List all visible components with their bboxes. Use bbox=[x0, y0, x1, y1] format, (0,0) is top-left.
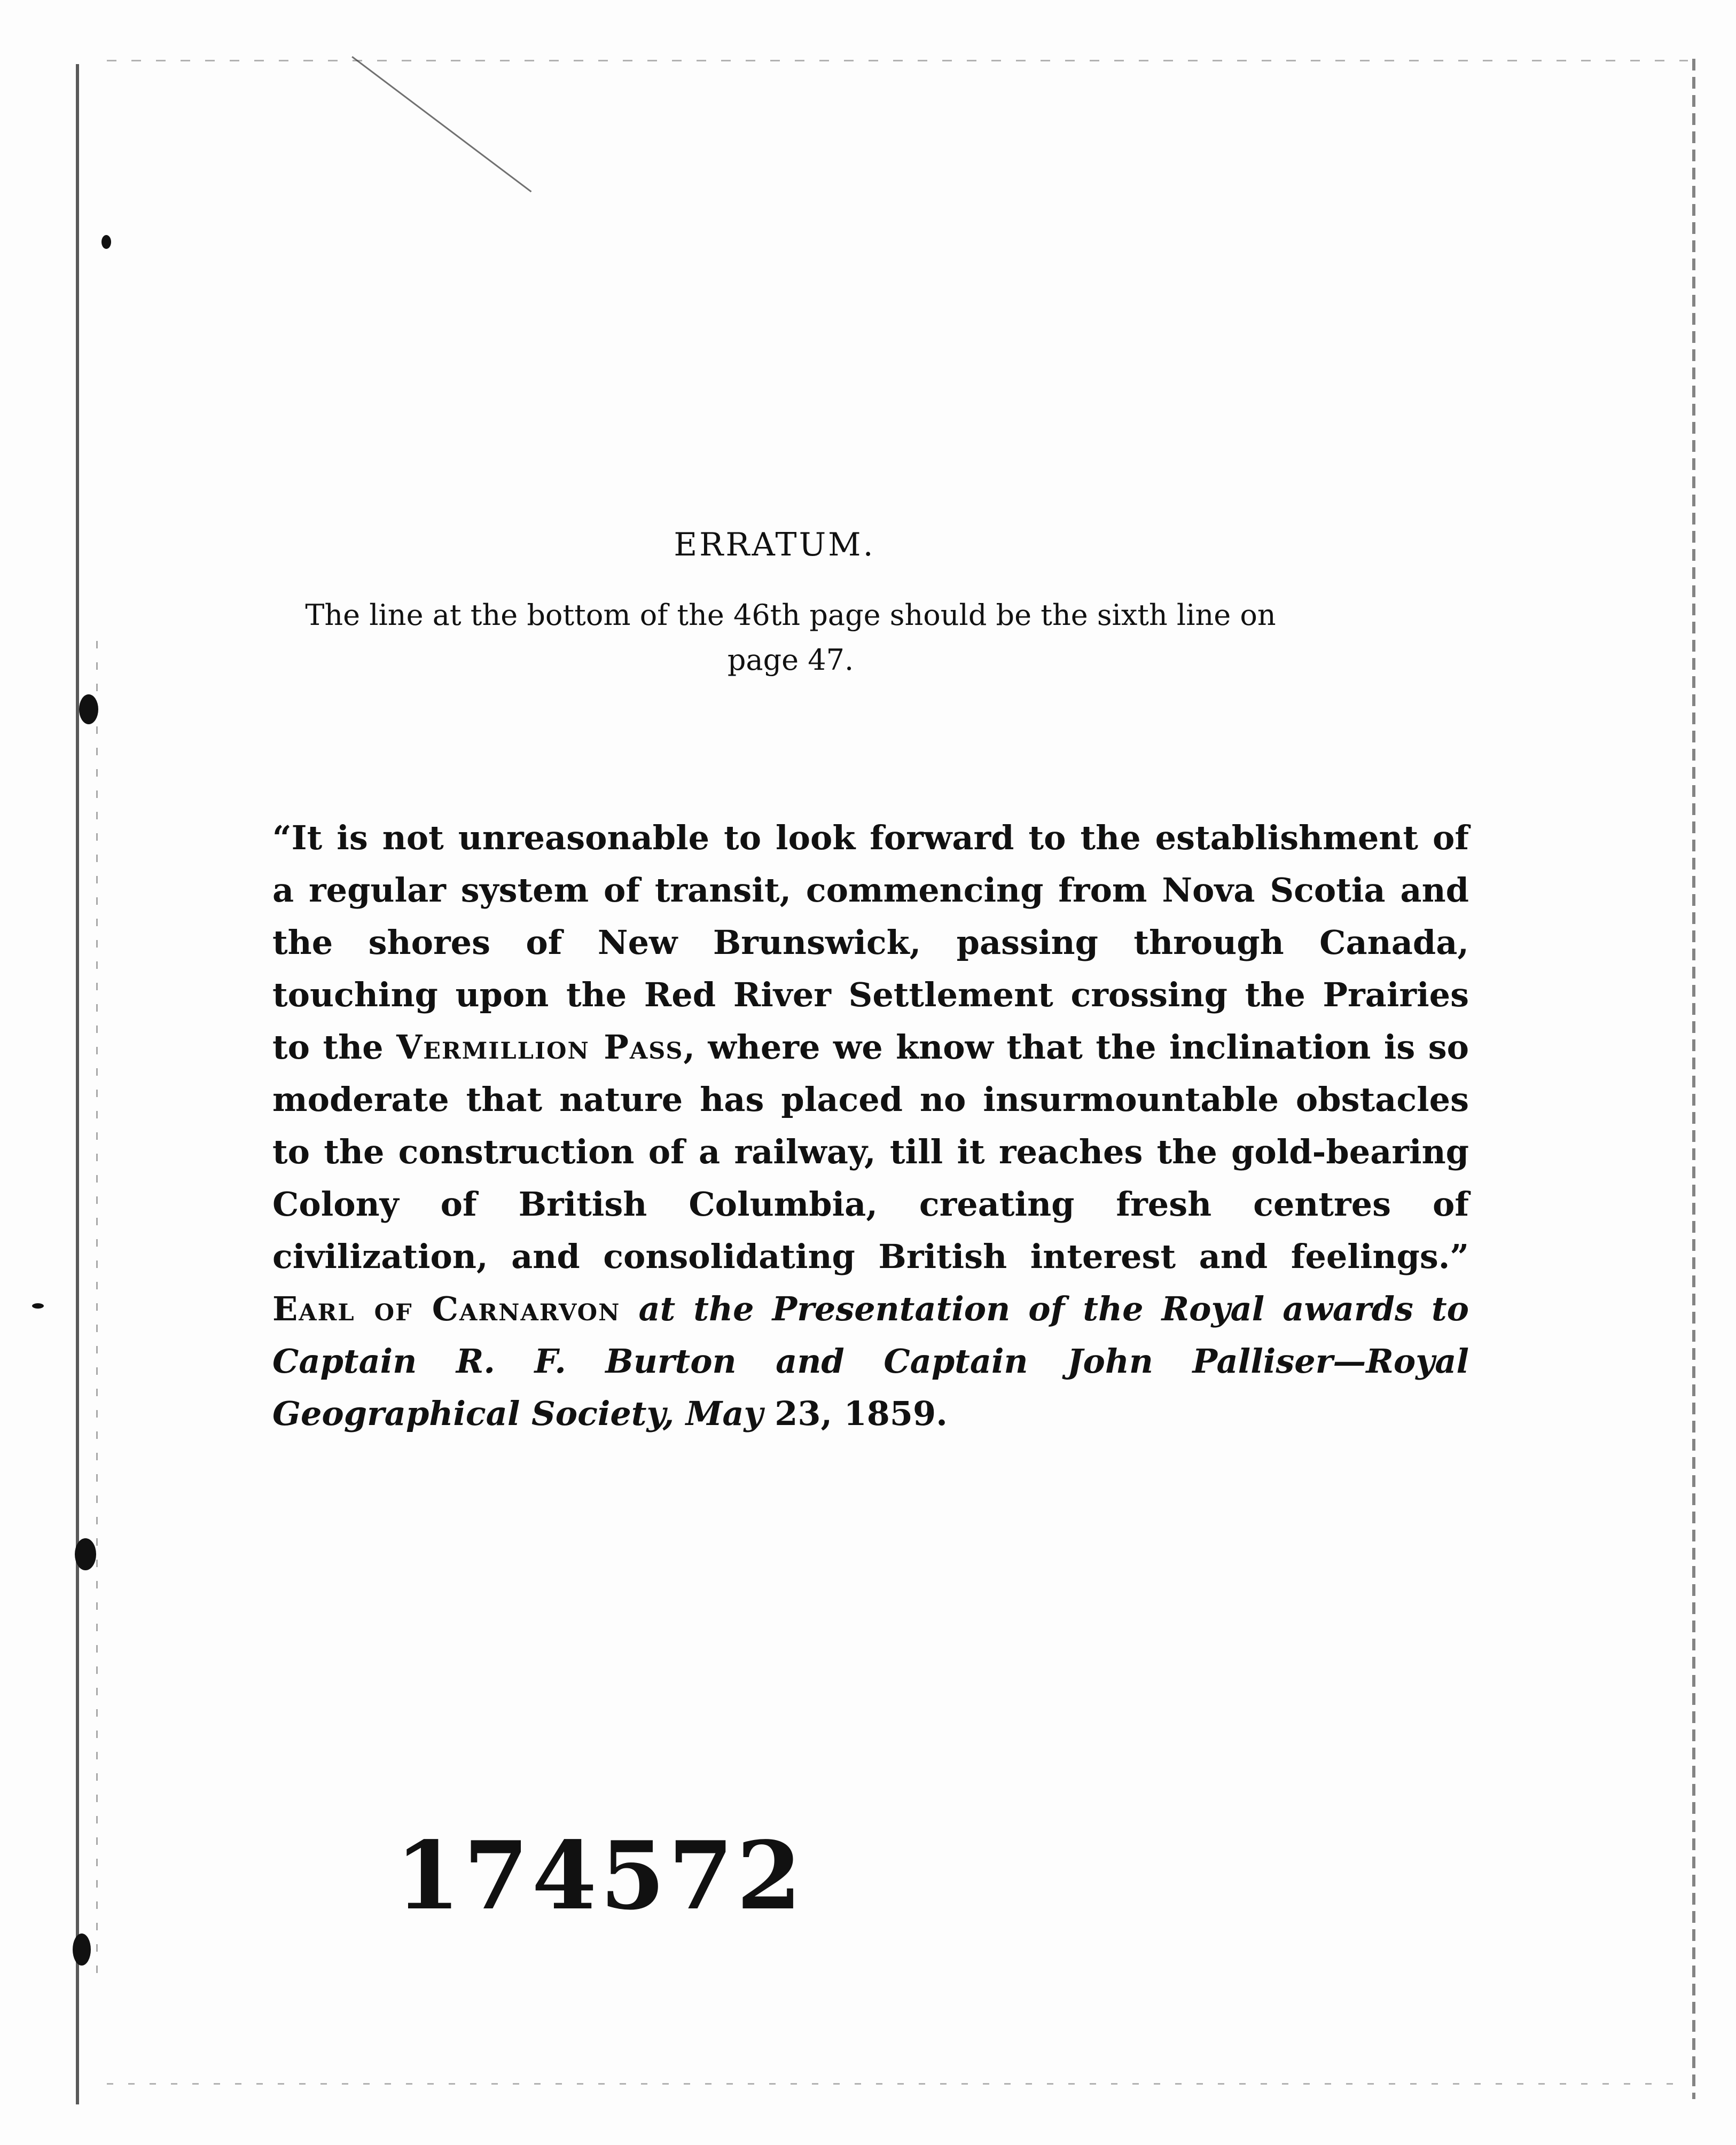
quotation-speaker: Earl of Carnarvon bbox=[272, 1289, 621, 1328]
accession-number: 174572 bbox=[395, 1821, 805, 1931]
scan-edge-top bbox=[107, 60, 1688, 61]
erratum-title: ERRATUM. bbox=[674, 526, 875, 563]
quotation-citation: at the Presentation of the Royal awards to Captain R. F. Burton and Captain John Palliser—Royal Geographical Society, May bbox=[272, 1289, 1469, 1433]
ink-speck bbox=[101, 235, 111, 249]
scan-scratch-line bbox=[351, 56, 531, 192]
quotation-date: 23, 1859. bbox=[775, 1394, 948, 1433]
scan-edge-right bbox=[1692, 59, 1695, 2099]
scan-edge-bottom bbox=[107, 2083, 1688, 2085]
ink-speck bbox=[32, 1303, 44, 1309]
scan-edge-left-dashes bbox=[96, 641, 98, 1976]
scan-edge-left bbox=[76, 64, 79, 2104]
ink-blot bbox=[73, 1933, 91, 1966]
quotation bbox=[272, 812, 1469, 1440]
erratum-text: The line at the bottom of the 46th page should be the sixth line on page 47. bbox=[305, 598, 1276, 677]
ink-blot bbox=[79, 694, 98, 724]
quotation-place-name: Vermillion Pass bbox=[396, 1028, 684, 1067]
quotation-body-continued: , where we know that the inclination is so moderate that nature has placed no insurmountable obstacles to the construction of a railway, till it reaches the gold-bearing Colony of British Columbia, creating fresh centres of civilization, and consolidating British interest and feelings.” bbox=[272, 1028, 1469, 1276]
quotation-body: “It is not unreasonable to look forward to the establishment of a regular system of transit, commencing from Nova Scotia and the shores of New Brunswick, passing through Canada, touching upon the Red River Settlement crossing the Prairies to the bbox=[272, 818, 1469, 1067]
ink-blot bbox=[75, 1538, 96, 1570]
